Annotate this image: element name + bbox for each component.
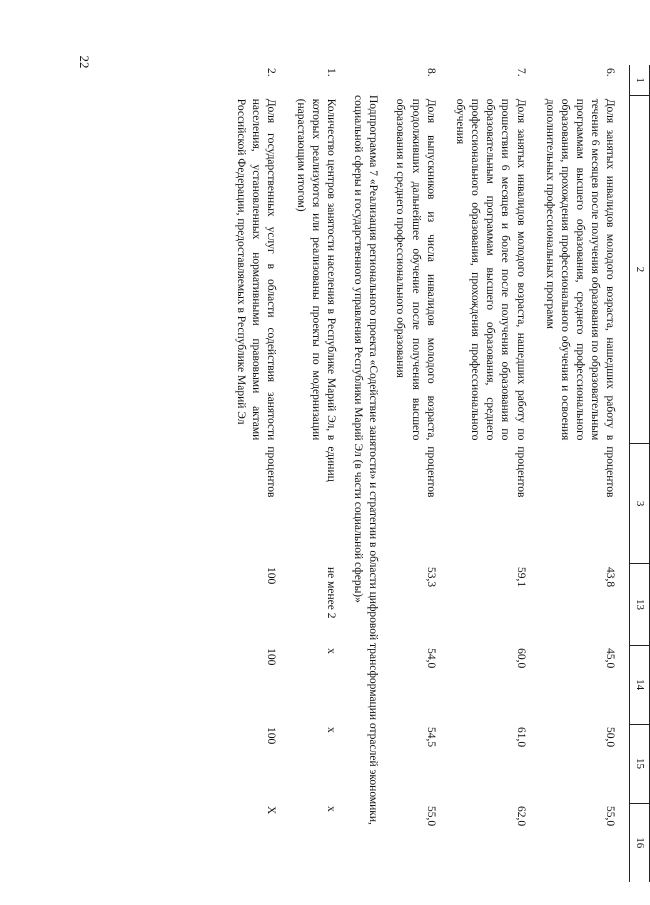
value-16: 62,0 <box>514 806 527 827</box>
value-15: 50,0 <box>604 727 617 748</box>
value-16: x <box>324 806 337 812</box>
page-number: 22 <box>77 55 92 69</box>
subprogram-title: Подпрограмма 7 «Реализация регионального проекта «Содействие занятости» и стратегии в области цифровой трансформации отраслей экономики, социальной сферы и государственного управления Республики Марий Эл (в части социальной сферы)» <box>352 95 380 825</box>
table-row <box>290 65 340 882</box>
value-13: 100 <box>265 566 278 585</box>
table-row <box>450 65 530 882</box>
row-number: 7. <box>514 68 527 77</box>
row-number: 1. <box>324 68 337 77</box>
unit: единиц <box>324 446 337 482</box>
header-col-15: 15 <box>630 724 650 803</box>
indicator-description: Доля государственных услуг в области содействия занятости населения, установленных нормативными правовыми актами Российской Федерации, предоставляемых в Республике Марий Эл <box>235 98 278 441</box>
value-16: X <box>265 806 278 815</box>
table-row <box>231 65 281 882</box>
indicators-table-rotated <box>120 65 650 882</box>
header-col-14: 14 <box>630 645 650 724</box>
value-14: 45,0 <box>604 648 617 669</box>
subprogram-row <box>340 65 390 882</box>
value-16: 55,0 <box>604 806 617 827</box>
table-row <box>390 65 440 882</box>
header-col-13: 13 <box>630 564 650 645</box>
value-14: 100 <box>265 648 278 666</box>
value-14: x <box>324 648 337 654</box>
unit: процентов <box>265 446 278 498</box>
row-number: 2. <box>265 68 278 77</box>
unit: процентов <box>514 446 527 498</box>
value-13: не менее 2 <box>324 566 337 619</box>
indicator-description: Доля занятых инвалидов молодого возраста, нашедших работу в течение 6 месяцев после получения образования по образовательным программам высшего образования, среднего профессионального образования, прохождения профессионального обучения и освоения дополнительных профессиональных программ <box>543 98 617 441</box>
table-header-row <box>630 65 650 882</box>
row-number: 8. <box>424 68 437 77</box>
value-13: 59,1 <box>514 566 527 588</box>
indicator-description: Доля занятых инвалидов молодого возраста, нашедших работу по прошествии 6 месяцев и более после получения образования по образовательным программам высшего образования, среднего профессионального образования, прохождения профессионального обучения <box>453 98 527 441</box>
value-15: 61,0 <box>514 727 527 748</box>
indicators-table <box>231 65 650 882</box>
header-col-1: 1 <box>630 65 650 96</box>
indicator-description: Доля выпускников из числа инвалидов молодого возраста, продолживших дальнейшее обучение после получения высшего образования и среднего профессионального образования <box>394 98 437 441</box>
table-row <box>540 65 620 882</box>
header-col-2: 2 <box>630 96 650 444</box>
value-15: 100 <box>265 727 278 745</box>
indicator-description: Количество центров занятости населения в Республике Марий Эл, в которых реализуются или реализованы проекты по модернизации (нарастающим итогом) <box>294 98 337 441</box>
value-14: 60,0 <box>514 648 527 669</box>
header-col-3: 3 <box>630 443 650 564</box>
unit: процентов <box>604 446 617 498</box>
value-15: 54,5 <box>424 727 437 748</box>
unit: процентов <box>424 446 437 498</box>
row-number: 6. <box>604 68 617 77</box>
value-16: 55,0 <box>424 806 437 827</box>
value-15: x <box>324 727 337 733</box>
value-14: 54,0 <box>424 648 437 669</box>
value-13: 43,8 <box>604 566 617 588</box>
header-col-16: 16 <box>630 803 650 882</box>
value-13: 53,3 <box>424 566 437 588</box>
